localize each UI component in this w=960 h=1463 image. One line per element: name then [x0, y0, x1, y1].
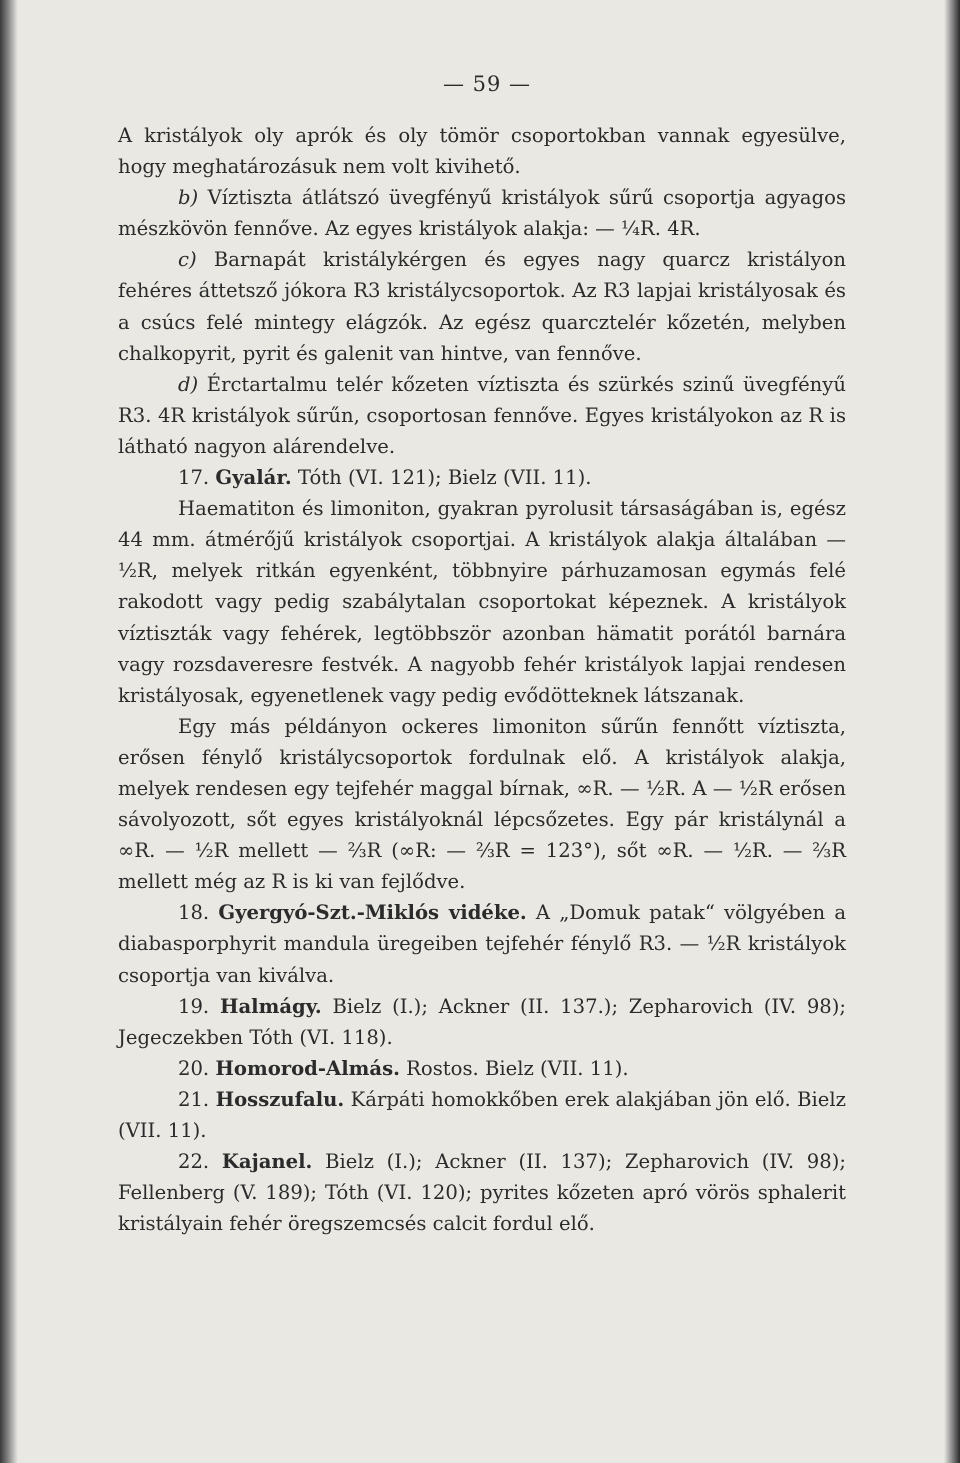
paragraph-text: A „Domuk patak“ völgyében a diabasporphyrit mandula üregeiben tejfehér fénylő R3. — ½R kristályok csoportja van kiválva.	[118, 901, 847, 987]
paragraph-text: Kárpáti homokkőben erek alakjában jön elő. Bielz (VII. 11).	[118, 1087, 846, 1142]
scan-edge-right	[944, 0, 960, 1463]
paragraph	[118, 244, 846, 368]
page-text-body	[118, 120, 846, 1239]
paragraph	[118, 711, 846, 898]
item-marker: d)	[178, 372, 199, 396]
scan-edge-left	[0, 0, 18, 1463]
paragraph-text: Víztiszta átlátszó üvegfényű kristályok sűrű csoportja agyagos mészkövön fennőve. Az egyes kristályok alakja: — ¼R. 4R.	[118, 186, 846, 241]
paragraph	[118, 1053, 846, 1084]
paragraph-text: 17.	[178, 466, 216, 490]
paragraph	[118, 1146, 846, 1239]
paragraph-text: Bielz (I.); Ackner (II. 137); Zepharovich (IV. 98); Fellenberg (V. 189); Tóth (VI. 120); pyrites kőzeten apró vörös sphalerit kristályain fehér öregszemcsés calcit fordul elő.	[118, 1150, 846, 1236]
paragraph	[118, 369, 846, 462]
paragraph	[118, 1084, 846, 1146]
paragraph-text: Haematiton és limoniton, gyakran pyrolusit társaságában is, egész 44 mm. átmérőjű kristályok csoportjai. A kristályok alakja általában — ½R, melyek ritkán egyenként, többnyire párhuzamosan egymás felé rakodott vagy pedig szabálytalan csoportokat képeznek. A kristályok víztiszták vagy fehérek, legtöbbször azonban hämatit porától barnára vagy rozsdaveresre festvék. A nagyobb fehér kristályok lapjai rendesen kristályosak, egyenetlenek vagy pedig evődötteknek látszanak.	[118, 497, 846, 707]
paragraph	[118, 493, 846, 711]
locality-heading: Hosszufalu.	[215, 1087, 345, 1111]
paragraph-text: 21.	[178, 1087, 216, 1111]
paragraph	[118, 991, 846, 1053]
paragraph-text: 18.	[178, 901, 219, 925]
locality-heading: Gyalár.	[215, 466, 292, 490]
paragraph-text: 22.	[178, 1150, 222, 1174]
paragraph-text: 19.	[178, 994, 220, 1018]
paragraph-text: Egy más példányon ockeres limoniton sűrűn fennőtt víztiszta, erősen fénylő kristálycsoportok fordulnak elő. A kristályok alakja, melyek rendesen egy tejfehér maggal bírnak, ∞R. — ½R. A — ½R erősen sávolyozott, sőt egyes kristályoknál lépcsőzetes. Egy pár kristálynál a ∞R. — ½R mellett — ⅔R (∞R: — ⅔R = 123°), sőt ∞R. — ½R. — ⅔R mellett még az R is ki van fejlődve.	[118, 714, 846, 894]
book-page	[118, 72, 846, 1239]
paragraph-text: Barnapát kristálykérgen és egyes nagy quarcz kristályon fehéres áttetsző jókora R3 kristálycsoportok. Az R3 lapjai kristályosak és a csúcs felé mintegy elágzók. Az egész quarcztelér kőzetén, melyben chalkopyrit, pyrit és galenit van hintve, van fennőve.	[118, 248, 846, 365]
paragraph	[118, 120, 846, 182]
paragraph	[118, 897, 846, 990]
paragraph-text: 20.	[178, 1056, 216, 1080]
locality-heading: Homorod-Almás.	[215, 1056, 400, 1080]
paragraph-text: Tóth (VI. 121); Bielz (VII. 11).	[291, 466, 592, 490]
locality-heading: Gyergyó-Szt.-Miklós vidéke.	[218, 901, 527, 925]
locality-heading: Halmágy.	[219, 994, 322, 1018]
paragraph	[118, 462, 846, 493]
paragraph-text: Érctartalmu telér kőzeten víztiszta és szürkés szinű üvegfényű R3. 4R kristályok sűrűn, csoportosan fennőve. Egyes kristályokon az R is látható nagyon alárendelve.	[118, 372, 846, 458]
paragraph	[118, 182, 846, 244]
paragraph-text: Bielz (I.); Ackner (II. 137.); Zepharovich (IV. 98); Jegeczekben Tóth (VI. 118).	[118, 994, 847, 1049]
paragraph-text: Rostos. Bielz (VII. 11).	[399, 1056, 629, 1080]
item-marker: c)	[178, 248, 197, 272]
locality-heading: Kajanel.	[221, 1150, 313, 1174]
page-number: — 59 —	[442, 72, 532, 96]
item-marker: b)	[178, 186, 199, 210]
paragraph-text: A kristályok oly aprók és oly tömör csoportokban vannak egyesülve, hogy meghatározásuk nem volt kivihető.	[118, 124, 846, 179]
